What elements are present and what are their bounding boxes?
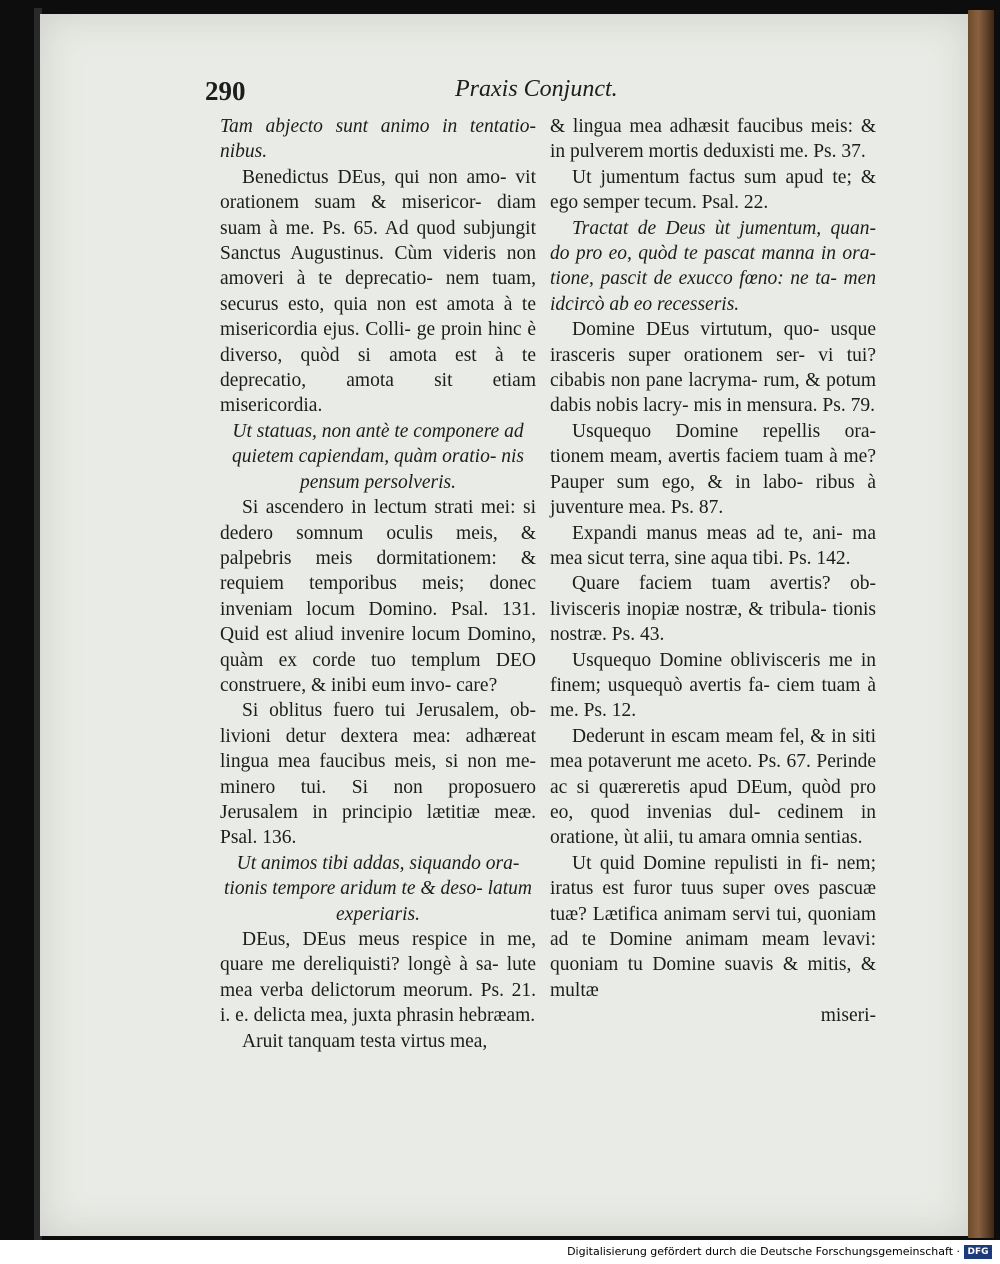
running-head: Praxis Conjunct.	[455, 76, 618, 102]
paragraph: Usquequo Domine repellis ora- tionem meam, avertis faciem tuam à me? Pauper sum ego, & in labo- ribus à juventure mea. Ps. 87.	[550, 420, 876, 519]
paragraph: Aruit tanquam testa virtus mea,	[242, 1030, 488, 1052]
paragraph: Domine DEus virtutum, quo- usque irasceris super orationem ser- vi tui? cibabis non pane lacryma- rum, & potum dabis nobis lacry- mis in mensura. Ps. 79.	[550, 319, 876, 417]
paragraph: Benedictus DEus, qui non amo- vit orationem suam & misericor- diam suam à me. Ps. 65. Ad quod subjungit Sanctus Augustinus. Cùm videris non amoveri à te deprecatio- nem tuam, securus esto, quia non est amota à te misericordia ejus. Colli- ge proin hinc è diverso, quòd si amota est à te deprecatio, amota sit etiam misericordia.	[220, 166, 536, 417]
section-heading: Tam abjecto sunt animo in tentatio- nibus.	[220, 116, 536, 163]
right-column	[550, 114, 876, 1029]
paragraph: Ut quid Domine repulisti in fi- nem; iratus est furor tuus super oves pascuæ tuæ? Lætifica animam servi tui, quoniam ad te Domine animam meam levavi: quoniam tu Domine suavis & mitis, & multæ	[550, 852, 876, 1001]
paragraph: DEus, DEus meus respice in me, quare me dereliquisti? longè à sa- lute mea verba delictorum meorum. Ps. 21. i. e. delicta mea, juxta phrasin hebræam.	[220, 929, 536, 1027]
paragraph: Si oblitus fuero tui Jerusalem, ob- livioni detur dextera mea: adhæreat lingua mea faucibus meis, si non me- minero tui. Si non proposuero Jerusalem in principio lætitiæ meæ. Psal. 136.	[220, 700, 536, 849]
paragraph: Quare faciem tuam avertis? ob- livisceris inopiæ nostræ, & tribula- tionis nostræ. Ps. 43.	[550, 573, 876, 646]
section-heading: Ut statuas, non antè te componere ad quietem capiendam, quàm oratio- nis pensum persolveris.	[232, 420, 524, 493]
commentary: Tractat de Deus ùt jumentum, quan- do pro eo, quòd te pascat manna in ora- tione, pascit de exucco fœno: ne ta- men idcircò ab eo recesseris.	[550, 217, 876, 315]
paragraph: & lingua mea adhæsit faucibus meis: & in pulverem mortis deduxisti me. Ps. 37.	[550, 116, 876, 163]
paragraph: Usquequo Domine oblivisceris me in finem; usquequò avertis fa- ciem tuam à me. Ps. 12.	[550, 649, 876, 722]
page-number: 290	[205, 76, 246, 106]
paragraph: Ut jumentum factus sum apud te; & ego semper tecum. Psal. 22.	[550, 166, 876, 214]
footer-credit: Digitalisierung gefördert durch die Deutsche Forschungsgemeinschaft ·	[567, 1245, 960, 1258]
catchword: miseri-	[820, 1005, 876, 1027]
left-column	[220, 114, 536, 1054]
paragraph: Si ascendero in lectum strati mei: si dedero somnum oculis meis, & palpebris meis dormitationem: & requiem temporibus meis; donec inveniam locum Domino. Psal. 131. Quid est aliud invenire locum Domino, quàm ex corde tuo templum DEO construere, & inibi eum invo- care?	[220, 497, 536, 696]
section-heading: Ut animos tibi addas, siquando ora- tionis tempore aridum te & deso- latum experiaris.	[223, 852, 532, 925]
page-header	[205, 76, 625, 110]
book-cover-edge	[968, 10, 994, 1238]
dfg-logo-icon: DFG	[964, 1245, 992, 1259]
paragraph: Expandi manus meas ad te, ani- ma mea sicut terra, sine aqua tibi. Ps. 142.	[550, 522, 876, 569]
paragraph: Dederunt in escam meam fel, & in siti mea potaverunt me aceto. Ps. 67. Perinde ac si quæreretis apud DEum, quòd pro eo, quod invenias dul- cedinem in oratione, ùt alii, tu amara omnia sentias.	[550, 725, 876, 849]
